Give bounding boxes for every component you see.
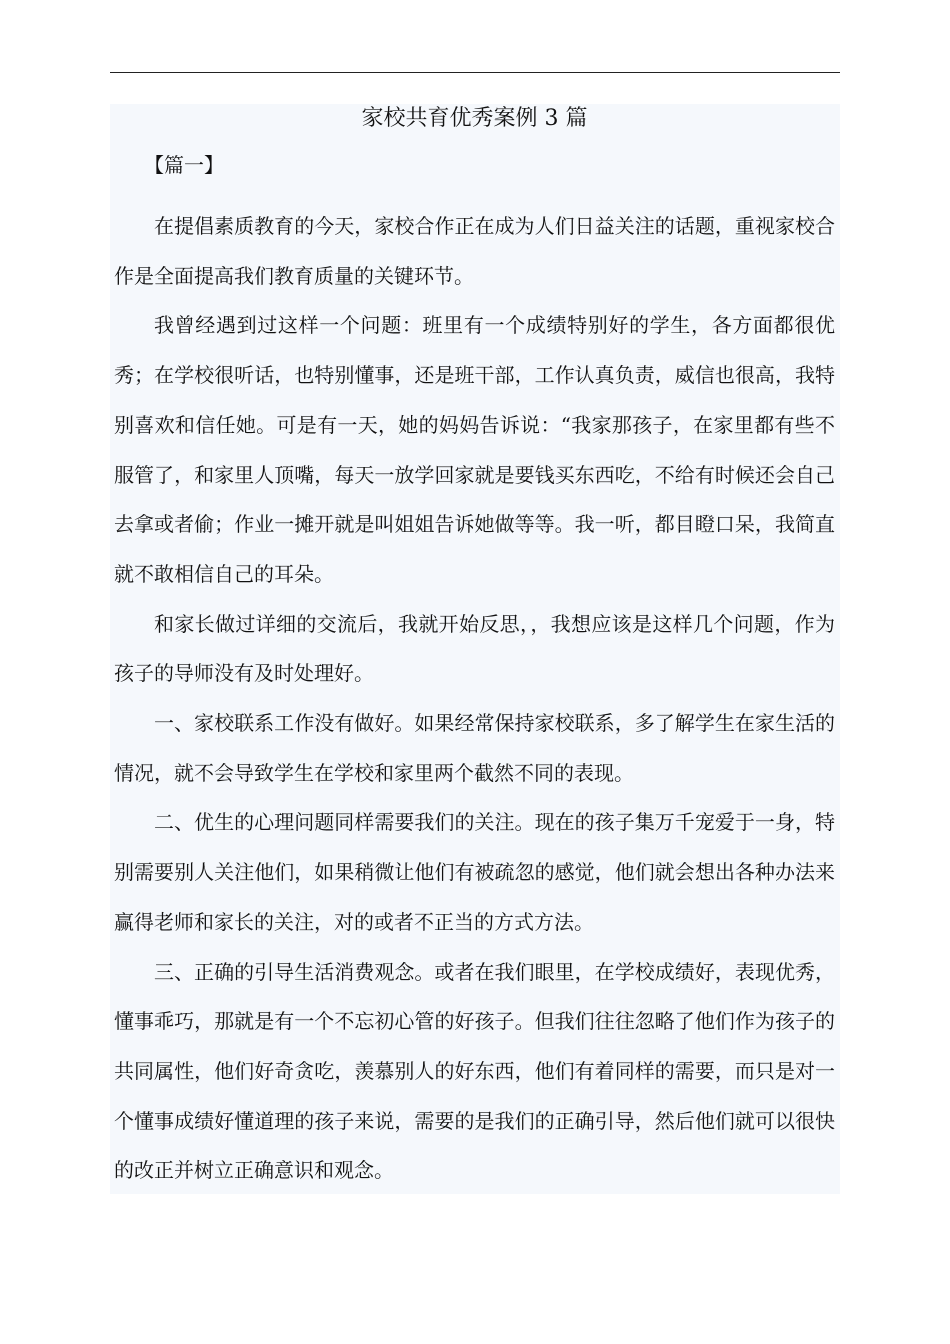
- paragraph-4: 一、家校联系工作没有做好。如果经常保持家校联系，多了解学生在家生活的情况，就不会导致学生在学校和家里两个截然不同的表现。: [114, 711, 835, 785]
- paragraph-1: 在提倡素质教育的今天，家校合作正在成为人们日益关注的话题，重视家校合作是全面提高我们教育质量的关键环节。: [114, 214, 835, 288]
- section-heading: 【篇一】: [144, 153, 224, 177]
- document-title: 家校共育优秀案例 3 篇: [361, 106, 588, 131]
- paragraph-3: 和家长做过详细的交流后，我就开始反思，，我想应该是这样几个问题，作为孩子的导师没有及时处理好。: [114, 611, 835, 686]
- paragraph-6: 三、正确的引导生活消费观念。或者在我们眼里，在学校成绩好，表现优秀，懂事乖巧，那就是有一个不忘初心管的好孩子。但我们往往忽略了他们作为孩子的共同属性，他们好奇贪吃，羡慕别人的好东西，他们有着同样的需要，而只是对一个懂事成绩好懂道理的孩子来说，需要的是我们的正确引导，然后他们就可以很快的改正并树立正确意识和观念。: [114, 959, 835, 1183]
- paragraph-5: 二、优生的心理问题同样需要我们的关注。现在的孩子集万千宠爱于一身，特别需要别人关注他们，如果稍微让他们有被疏忽的感觉，他们就会想出各种办法来赢得老师和家长的关注，对的或者不正当的方式方法。: [114, 810, 835, 934]
- header-rule: [110, 72, 840, 73]
- paragraph-2: 我曾经遇到过这样一个问题：班里有一个成绩特别好的学生，各方面都很优秀；在学校很听话，也特别懂事，还是班干部，工作认真负责，威信也很高，我特别喜欢和信任她。可是有一天，她的妈妈告诉说：“我家那孩子，在家里都有些不服管了，和家里人顶嘴，每天一放学回家就是要钱买东西吃，不给有时候还会自己去拿或者偷；作业一摊开就是叫姐姐告诉她做等等。我一听，都目瞪口呆，我简直就不敢相信自己的耳朵。: [114, 313, 835, 586]
- document-body: [110, 104, 840, 1194]
